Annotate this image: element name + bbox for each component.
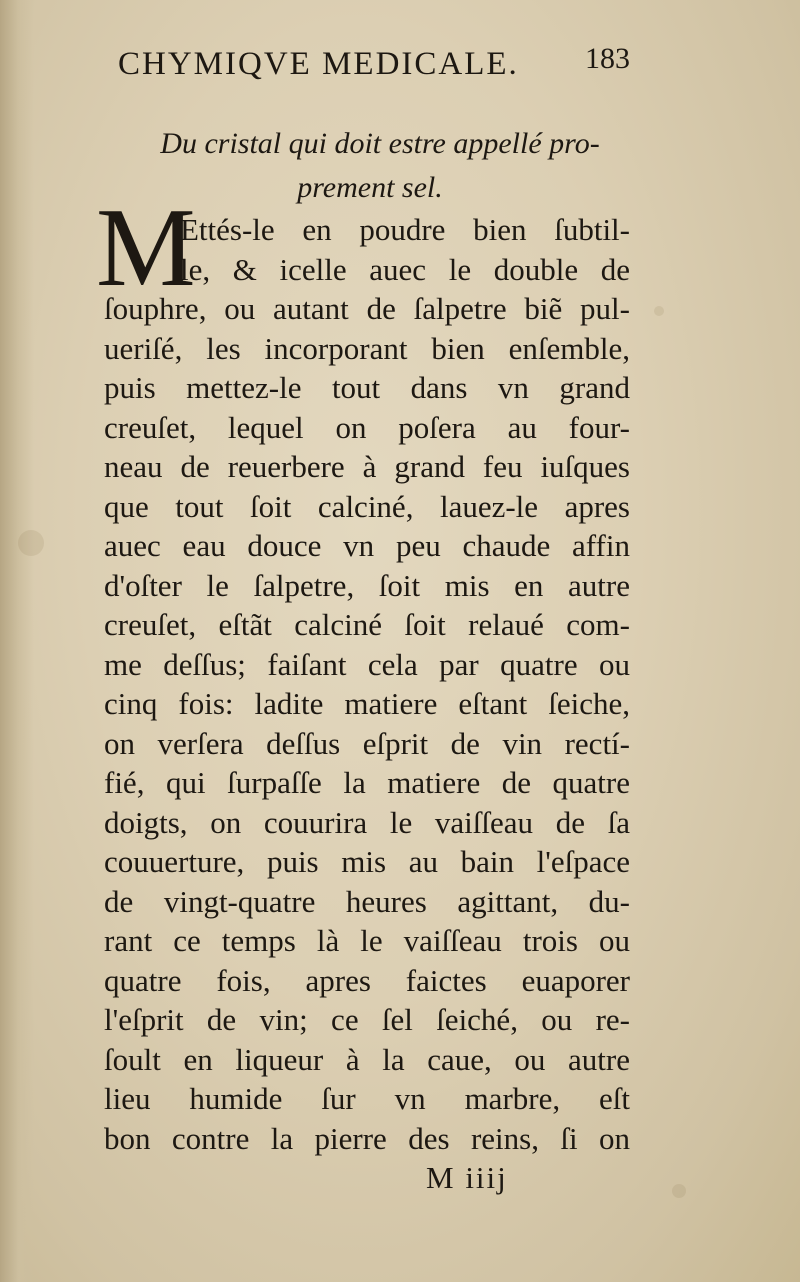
page-number: 183 (585, 42, 630, 75)
paper-stain (654, 306, 664, 316)
paper-stain (672, 1184, 686, 1198)
page-gutter-shadow (0, 0, 34, 1282)
text-line: quatre fois, apres faictes euaporer (104, 962, 630, 998)
text-line: puis mettez-le tout dans vn grand (104, 370, 630, 405)
text-line: Ettés-le en poudre bien ſubtil- (180, 212, 630, 247)
text-line: l'eſprit de vin; ce ſel ſeiché, ou re- (104, 1002, 630, 1037)
text-line: d'oſter le ſalpetre, ſoit mis en autre (104, 567, 630, 603)
running-head-title: CHYMIQVE MEDICALE. (118, 46, 519, 82)
text-line: neau de reuerbere à grand feu iuſques (104, 449, 630, 484)
text-line: doigts, on couurira le vaiſſeau de ſa (104, 804, 630, 840)
text-line: creuſet, eſtãt calciné ſoit relaué com- (104, 607, 630, 642)
text-line: rant ce temps là le vaiſſeau trois ou (104, 923, 630, 958)
paper-stain (18, 530, 44, 556)
text-line: auec eau douce vn peu chaude affin (104, 528, 630, 563)
text-line: me deſſus; faiſant cela par quatre ou (104, 646, 630, 682)
text-line: ſoult en liqueur à la caue, ou autre (104, 1041, 630, 1077)
text-line: que tout ſoit calciné, lauez-le apres (104, 488, 630, 524)
body-text (104, 210, 630, 1158)
drop-cap: M (96, 186, 196, 310)
text-line: lieu humide ſur vn marbre, eſt (104, 1081, 630, 1116)
text-line: ſouphre, ou autant de ſalpetre biẽ pul- (104, 291, 630, 326)
text-line: ueriſé, les incorporant bien enſemble, (104, 330, 630, 366)
text-line: fié, qui ſurpaſſe la matiere de quatre (104, 765, 630, 800)
text-line: bon contre la pierre des reins, ſi on (104, 1120, 630, 1156)
text-line: cinq fois: ladite matiere eſtant ſeiche, (104, 686, 630, 721)
text-line: le, & icelle auec le double de (180, 251, 630, 287)
running-head (118, 40, 638, 90)
chapter-heading-line: Du cristal qui doit estre appellé pro- (160, 127, 600, 160)
chapter-heading-line: prement sel. (297, 171, 443, 204)
signature-mark: M iiij (426, 1160, 508, 1195)
text-line: on verſera deſſus eſprit de vin rectí- (104, 725, 630, 761)
text-line: de vingt-quatre heures agittant, du- (104, 883, 630, 919)
text-line: creuſet, lequel on poſera au four- (104, 409, 630, 445)
text-line: couuerture, puis mis au bain l'eſpace (104, 844, 630, 879)
